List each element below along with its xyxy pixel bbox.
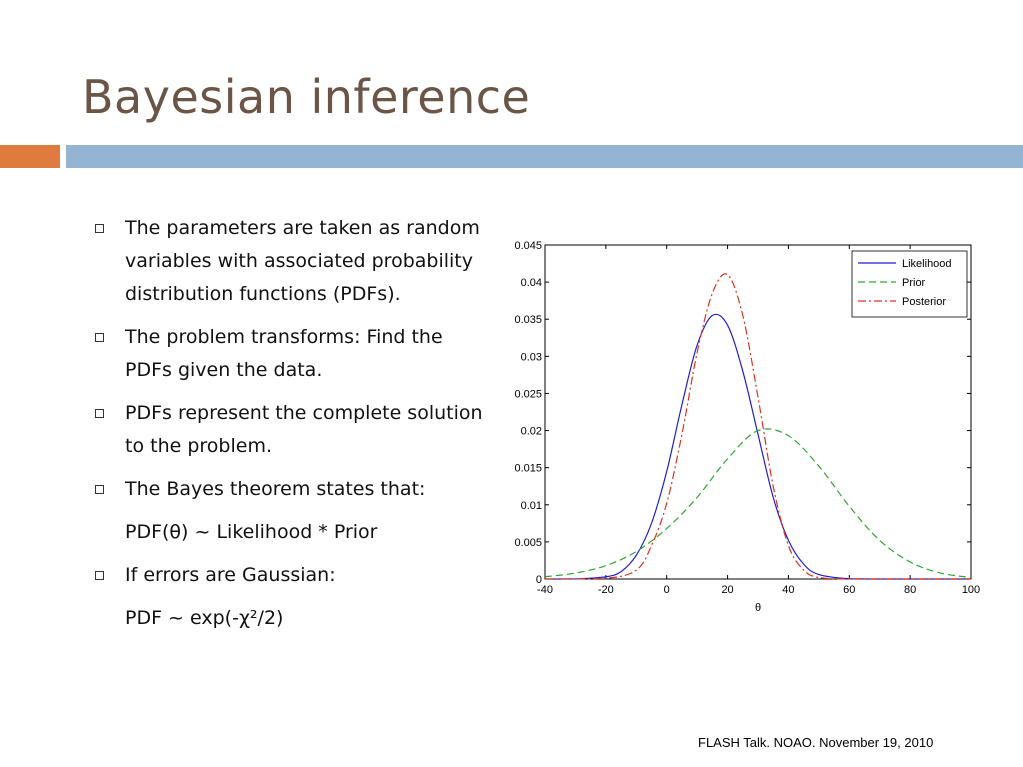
footer-text: FLASH Talk. NOAO. November 19, 2010 bbox=[698, 735, 934, 750]
y-tick-label: 0 bbox=[535, 574, 542, 586]
y-tick-label: 0.025 bbox=[514, 388, 542, 401]
legend-label: Likelihood bbox=[902, 258, 952, 270]
bullet-text: The problem transforms: Find the PDFs given the data. bbox=[125, 326, 443, 381]
bullet-text: The parameters are taken as random variables with associated probability distribution functions (PDFs). bbox=[125, 217, 480, 305]
bullet-item bbox=[90, 321, 490, 387]
y-tick-label: 0.01 bbox=[520, 499, 542, 512]
bullet-text: If errors are Gaussian: bbox=[125, 564, 336, 586]
accent-bar-right bbox=[66, 145, 1023, 168]
pdf-chart bbox=[500, 232, 1000, 622]
bullet-item bbox=[90, 397, 490, 463]
bullet-subtext: PDF ~ exp(-χ²/2) bbox=[125, 607, 284, 629]
y-tick-label: 0.005 bbox=[514, 536, 542, 549]
chart-svg bbox=[500, 232, 1000, 622]
y-tick-label: 0.045 bbox=[514, 240, 542, 252]
y-tick-label: 0.04 bbox=[520, 277, 542, 290]
bullet-subtext: PDF(θ) ~ Likelihood * Prior bbox=[125, 521, 378, 543]
y-tick-label: 0.035 bbox=[514, 314, 542, 327]
bullet-text: The Bayes theorem states that: bbox=[125, 478, 426, 500]
square-bullet-icon bbox=[95, 224, 104, 233]
x-tick-label: -20 bbox=[597, 584, 614, 596]
legend-label: Prior bbox=[902, 277, 926, 289]
bullet-item bbox=[90, 473, 490, 506]
y-tick-label: 0.02 bbox=[520, 425, 542, 438]
x-axis-label: θ bbox=[754, 602, 762, 614]
bullet-item bbox=[90, 212, 490, 311]
x-tick-label: 100 bbox=[961, 584, 981, 596]
x-tick-label: 20 bbox=[721, 584, 734, 596]
x-tick-label: -40 bbox=[537, 584, 553, 596]
square-bullet-icon bbox=[95, 333, 104, 342]
bullet-text: PDFs represent the complete solution to the problem. bbox=[125, 402, 483, 457]
y-tick-label: 0.015 bbox=[514, 462, 542, 475]
legend-label: Posterior bbox=[902, 296, 947, 308]
x-tick-label: 60 bbox=[843, 584, 856, 596]
slide-title: Bayesian inference bbox=[82, 70, 531, 124]
bullet-item bbox=[90, 559, 490, 592]
x-tick-label: 0 bbox=[663, 584, 670, 596]
bullet-list bbox=[90, 212, 490, 645]
square-bullet-icon bbox=[95, 571, 104, 580]
x-tick-label: 80 bbox=[904, 584, 917, 596]
square-bullet-icon bbox=[95, 485, 104, 494]
x-tick-label: 40 bbox=[782, 584, 795, 596]
y-tick-label: 0.03 bbox=[520, 351, 542, 364]
accent-bar-left bbox=[0, 145, 60, 168]
square-bullet-icon bbox=[95, 409, 104, 418]
